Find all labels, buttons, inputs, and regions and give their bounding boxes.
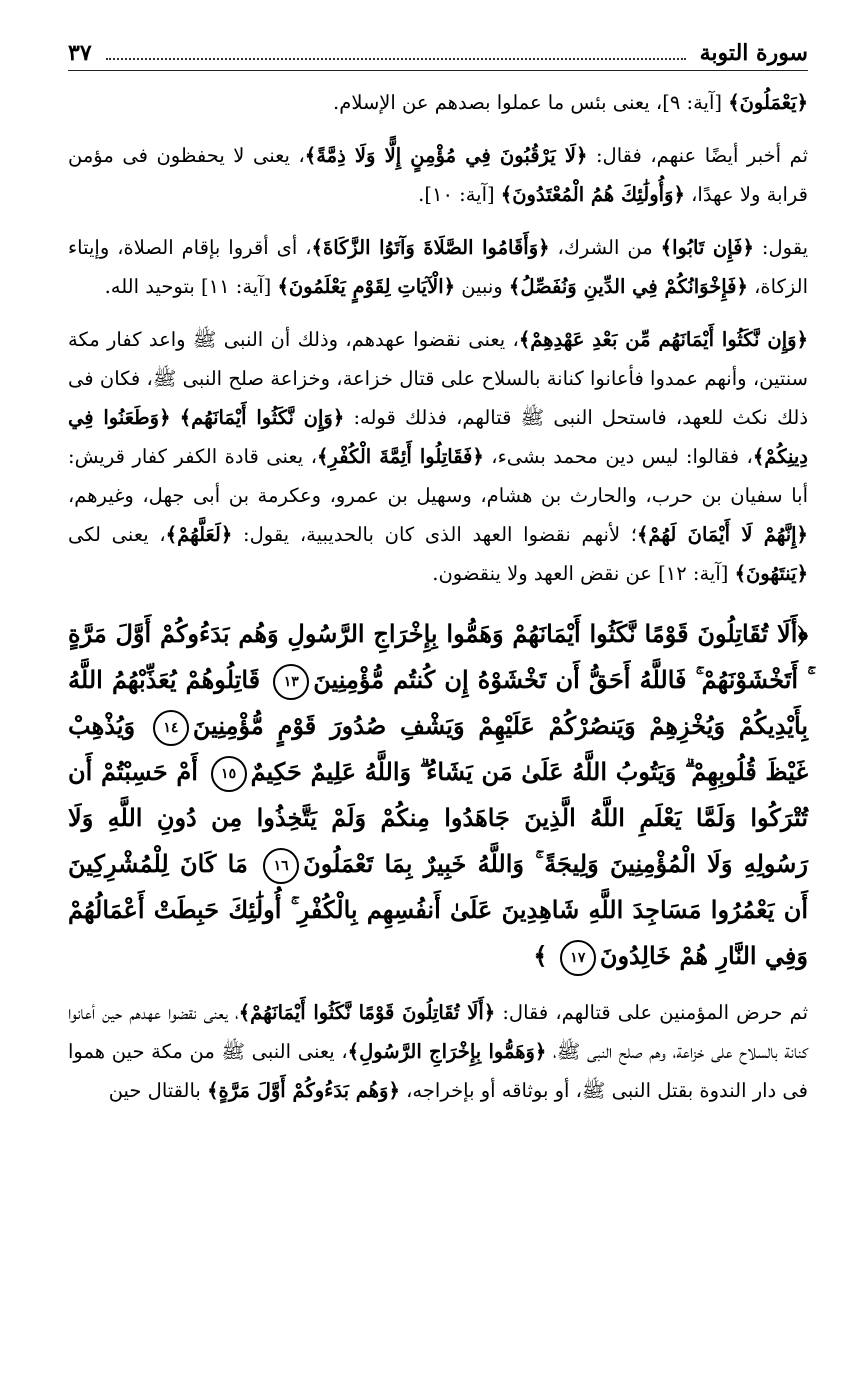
header-dotted-leader bbox=[106, 58, 686, 60]
commentary-paragraph bbox=[68, 83, 808, 122]
commentary-text: ، يعنى النبى ﷺ من مكة حين هموا فى دار الندوة بقتل النبى ﷺ، أو بوثاقه أو بإخراجه، bbox=[68, 1040, 808, 1102]
commentary-text bbox=[171, 406, 180, 429]
commentary-text: [آية: ١٠]. bbox=[418, 183, 501, 206]
commentary-text: ، يعنى لكى bbox=[68, 523, 166, 546]
ayah-number-marker: ١٧ bbox=[560, 940, 596, 976]
verse-text: وَيُذْهِبْ غَيْظَ قُلُوبِهِمْ ۗ وَيَتُوبُ اللَّهُ عَلَىٰ مَن يَشَاءُ ۗ وَاللَّهُ عَلِيمٌ حَكِيمٌ bbox=[68, 711, 809, 786]
quran-quote: ﴿وَطَعَنُوا فِي دِينِكُمْ﴾ bbox=[68, 406, 808, 468]
quran-quote: ﴿الْآيَاتِ لِقَوْمٍ يَعْلَمُونَ﴾ bbox=[277, 275, 456, 298]
commentary-text: [آية: ١١] بتوحيد الله. bbox=[104, 275, 278, 298]
ayah-number-marker: ١٣ bbox=[273, 664, 309, 700]
commentary-text: ثم حرض المؤمنين على قتالهم، فقال: bbox=[495, 1001, 808, 1024]
quran-quote: ﴿يَنتَهُونَ﴾ bbox=[734, 562, 808, 585]
verse-text: ﴿أَلَا تُقَاتِلُونَ قَوْمًا نَّكَثُوا أَيْمَانَهُمْ وَهَمُّوا بِإِخْرَاجِ الرَّسُولِ وَهُم بَدَءُوكُمْ أَوَّلَ مَرَّةٍ ۚ أَتَخْشَوْنَهُمْ ۚ فَاللَّهُ أَحَقُّ أَن تَخْشَوْهُ إِن كُنتُم مُّؤْمِنِينَ bbox=[68, 619, 808, 694]
verse-closing-bracket: ﴾ bbox=[533, 941, 556, 970]
commentary-text: ، فقالوا: ليس دين محمد بشىء، bbox=[483, 445, 753, 468]
commentary-text: ، يعنى لا يحفظون فى مؤمن قرابة ولا عهدًا، bbox=[68, 144, 808, 206]
verse-text: أَمْ حَسِبْتُمْ أَن تُتْرَكُوا وَلَمَّا يَعْلَمِ اللَّهُ الَّذِينَ جَاهَدُوا مِنكُمْ وَلَمْ يَتَّخِذُوا مِن دُونِ اللَّهِ وَلَا رَسُولِهِ وَلَا الْمُؤْمِنِينَ وَلِيجَةً ۚ وَاللَّهُ خَبِيرٌ بِمَا تَعْمَلُونَ bbox=[68, 757, 809, 878]
quran-quote: ﴿وَأَقَامُوا الصَّلَاةَ وَآتَوُا الزَّكَاةَ﴾ bbox=[311, 236, 550, 259]
verse-text: مَا كَانَ لِلْمُشْرِكِينَ أَن يَعْمُرُوا مَسَاجِدَ اللَّهِ شَاهِدِينَ عَلَىٰ أَنفُسِهِم بِالْكُفْرِ ۚ أُولَٰئِكَ حَبِطَتْ أَعْمَالُهُمْ وَفِي النَّارِ هُمْ خَالِدُونَ bbox=[68, 849, 808, 970]
commentary-paragraph bbox=[68, 136, 808, 214]
commentary-text: ، يعنى نقضوا عهدهم، وذلك أن النبى ﷺ واعد كفار مكة سنتين، وأنهم عمدوا فأعانوا كنانة بالسلاح على قتال خزاعة، وخزاعة صلح النبى ﷺ، فكان فى ذلك نكث للعهد، فاستحل النبى ﷺ قتالهم، فذلك قوله: bbox=[68, 328, 809, 429]
commentary-text: من الشرك، bbox=[549, 236, 661, 259]
page-header bbox=[68, 40, 808, 71]
commentary-text: [آية: ١٢] عن نقض العهد ولا ينقضون. bbox=[432, 562, 735, 585]
quran-quote: ﴿فَإِخْوَانُكُمْ فِي الدِّينِ وَنُفَصِّلُ﴾ bbox=[508, 275, 748, 298]
commentary-text: [آية: ٩]، يعنى بئس ما عملوا بصدهم عن الإسلام. bbox=[333, 91, 729, 114]
commentary-paragraph bbox=[68, 993, 808, 1110]
quran-quote: ﴿إِنَّهُمْ لَا أَيْمَانَ لَهُمْ﴾ bbox=[637, 523, 808, 546]
quran-quote: ﴿لَعَلَّهُمْ﴾ bbox=[165, 523, 233, 546]
quran-quote: ﴿وَإِن نَّكَثُوا أَيْمَانَهُم﴾ bbox=[179, 406, 345, 429]
quran-quote: ﴿يَعْمَلُونَ﴾ bbox=[728, 91, 808, 114]
surah-title: سورة التوبة bbox=[699, 40, 808, 66]
book-page bbox=[68, 40, 808, 1110]
commentary-text: ونبين bbox=[455, 275, 509, 298]
commentary-paragraph bbox=[68, 228, 808, 306]
quran-quote: ﴿فَإِن تَابُوا﴾ bbox=[660, 236, 754, 259]
quran-quote: ﴿وَإِن نَّكَثُوا أَيْمَانَهُم مِّن بَعْدِ عَهْدِهِمْ﴾ bbox=[518, 328, 808, 351]
commentary-paragraph bbox=[68, 320, 808, 593]
quran-quote: ﴿فَقَاتِلُوا أَئِمَّةَ الْكُفْرِ﴾ bbox=[317, 445, 484, 468]
ayah-number-marker: ١٥ bbox=[211, 756, 247, 792]
commentary-text: يقول: bbox=[753, 236, 809, 259]
commentary-text: ، أى أقروا بإقام الصلاة، وإيتاء الزكاة، bbox=[68, 236, 808, 298]
ayah-number-marker: ١٤ bbox=[153, 710, 189, 746]
page-number: ٣٧ bbox=[68, 40, 92, 66]
commentary-text: ؛ لأنهم نقضوا العهد الذى كان بالحديبية، يقول: bbox=[232, 523, 637, 546]
quran-quote: ﴿لَا يَرْقُبُونَ فِي مُؤْمِنٍ إِلًّا وَلَا ذِمَّةً﴾ bbox=[304, 144, 588, 167]
commentary-text: ، يعنى نقضوا عهدهم حين أعانوا كنانة بالسلاح على خزاعة، وهم صلح النبى ﷺ، bbox=[68, 1001, 808, 1063]
quran-quote: ﴿وَأُولَٰئِكَ هُمُ الْمُعْتَدُونَ﴾ bbox=[500, 183, 685, 206]
commentary-text: بالقتال حين bbox=[108, 1079, 208, 1102]
quran-quote: ﴿أَلَا تُقَاتِلُونَ قَوْمًا نَّكَثُوا أَيْمَانَهُمْ﴾ bbox=[238, 1001, 496, 1024]
commentary-text: ثم أخبر أيضًا عنهم، فقال: bbox=[587, 144, 808, 167]
verse-text: قَاتِلُوهُمْ يُعَذِّبْهُمُ اللَّهُ بِأَيْدِيكُمْ وَيُخْزِهِمْ وَيَنصُرْكُمْ عَلَيْهِمْ وَيَشْفِ صُدُورَ قَوْمٍ مُّؤْمِنِينَ bbox=[68, 665, 809, 740]
ayah-number-marker: ١٦ bbox=[263, 848, 299, 884]
quran-quote: ﴿وَهَمُّوا بِإِخْرَاجِ الرَّسُولِ﴾ bbox=[347, 1040, 547, 1063]
commentary-text: ، يعنى قادة الكفر كفار قريش: أبا سفيان بن حرب، والحارث بن هشام، وسهيل بن عمرو، وعكرمة بن أبى جهل، وغيرهم، bbox=[68, 445, 808, 507]
quran-verse-block bbox=[68, 611, 808, 979]
quran-quote: ﴿وَهُم بَدَءُوكُمْ أَوَّلَ مَرَّةٍ﴾ bbox=[207, 1079, 400, 1102]
